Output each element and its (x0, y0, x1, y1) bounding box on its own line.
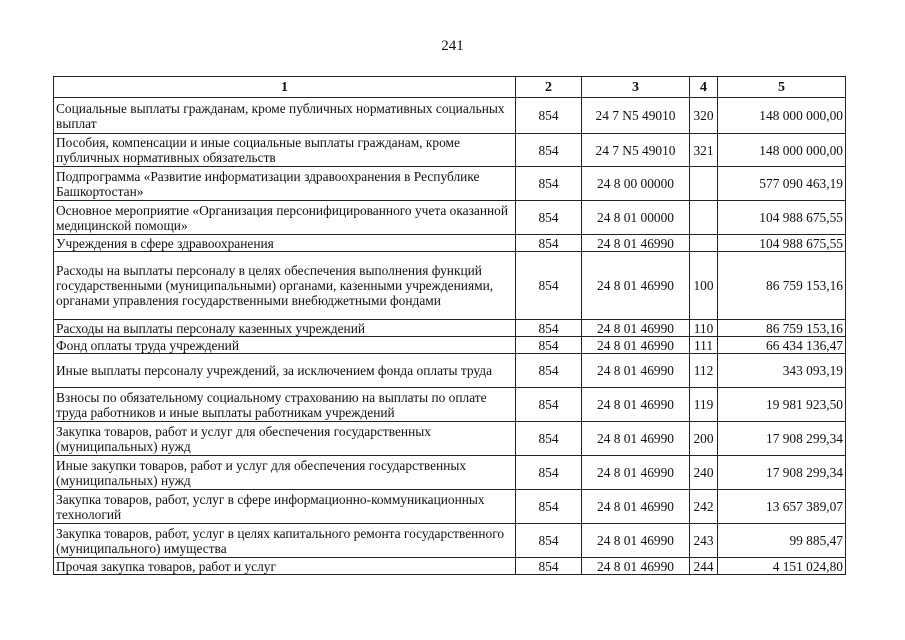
row-amount: 104 988 675,55 (718, 235, 846, 252)
row-name: Учреждения в сфере здравоохранения (54, 235, 516, 252)
row-name: Взносы по обязательному социальному страхованию на выплаты по оплате труда работников и иные выплаты работникам учреждений (54, 388, 516, 422)
row-target: 24 8 01 46990 (582, 252, 690, 320)
table-row (54, 201, 846, 235)
row-code: 854 (516, 354, 582, 388)
row-amount: 99 885,47 (718, 524, 846, 558)
row-type: 240 (690, 456, 718, 490)
row-code: 854 (516, 456, 582, 490)
row-name: Закупка товаров, работ, услуг в целях капитального ремонта государственного (муниципального) имущества (54, 524, 516, 558)
row-target: 24 7 N5 49010 (582, 134, 690, 167)
row-code: 854 (516, 201, 582, 235)
row-amount: 4 151 024,80 (718, 558, 846, 575)
row-amount: 343 093,19 (718, 354, 846, 388)
row-type (690, 167, 718, 201)
table-row (54, 388, 846, 422)
row-target: 24 8 01 46990 (582, 388, 690, 422)
budget-table (53, 76, 846, 575)
table-row (54, 167, 846, 201)
row-amount: 66 434 136,47 (718, 337, 846, 354)
row-amount: 19 981 923,50 (718, 388, 846, 422)
row-target: 24 8 01 46990 (582, 337, 690, 354)
table-row (54, 98, 846, 134)
row-target: 24 8 01 46990 (582, 422, 690, 456)
row-code: 854 (516, 167, 582, 201)
row-amount: 86 759 153,16 (718, 252, 846, 320)
table-row (54, 490, 846, 524)
row-target: 24 8 01 46990 (582, 354, 690, 388)
row-code: 854 (516, 388, 582, 422)
row-amount: 104 988 675,55 (718, 201, 846, 235)
row-code: 854 (516, 490, 582, 524)
table-header-row (54, 77, 846, 98)
row-target: 24 8 01 46990 (582, 524, 690, 558)
table-row (54, 235, 846, 252)
row-type: 112 (690, 354, 718, 388)
row-amount: 13 657 389,07 (718, 490, 846, 524)
row-type (690, 201, 718, 235)
row-name: Подпрограмма «Развитие информатизации здравоохранения в Республике Башкортостан» (54, 167, 516, 201)
row-name: Социальные выплаты гражданам, кроме публичных нормативных социальных выплат (54, 98, 516, 134)
table-row (54, 422, 846, 456)
row-code: 854 (516, 422, 582, 456)
row-target: 24 8 00 00000 (582, 167, 690, 201)
row-type: 119 (690, 388, 718, 422)
row-amount: 577 090 463,19 (718, 167, 846, 201)
row-type: 243 (690, 524, 718, 558)
row-name: Закупка товаров, работ и услуг для обеспечения государственных (муниципальных) нужд (54, 422, 516, 456)
row-code: 854 (516, 134, 582, 167)
row-target: 24 8 01 46990 (582, 558, 690, 575)
row-target: 24 8 01 46990 (582, 490, 690, 524)
row-amount: 148 000 000,00 (718, 134, 846, 167)
row-target: 24 8 01 46990 (582, 320, 690, 337)
column-header-code: 2 (516, 77, 582, 98)
row-name: Расходы на выплаты персоналу в целях обеспечения выполнения функций государственными (муниципальными) органами, казенными учреждениями, органами управления государственными внебюджетными фондами (54, 252, 516, 320)
row-type: 321 (690, 134, 718, 167)
row-type: 320 (690, 98, 718, 134)
row-code: 854 (516, 320, 582, 337)
page-number: 241 (441, 38, 464, 54)
row-type: 110 (690, 320, 718, 337)
table-row (54, 456, 846, 490)
table-row (54, 524, 846, 558)
row-name: Иные выплаты персоналу учреждений, за исключением фонда оплаты труда (54, 354, 516, 388)
column-header-type: 4 (690, 77, 718, 98)
row-name: Фонд оплаты труда учреждений (54, 337, 516, 354)
table-row (54, 354, 846, 388)
row-amount: 17 908 299,34 (718, 422, 846, 456)
row-code: 854 (516, 558, 582, 575)
row-amount: 17 908 299,34 (718, 456, 846, 490)
row-name: Расходы на выплаты персоналу казенных учреждений (54, 320, 516, 337)
row-code: 854 (516, 337, 582, 354)
row-target: 24 8 01 46990 (582, 456, 690, 490)
row-code: 854 (516, 524, 582, 558)
row-type: 200 (690, 422, 718, 456)
row-code: 854 (516, 98, 582, 134)
table-row (54, 558, 846, 575)
table-row (54, 320, 846, 337)
row-target: 24 7 N5 49010 (582, 98, 690, 134)
row-target: 24 8 01 00000 (582, 201, 690, 235)
row-code: 854 (516, 252, 582, 320)
table-row (54, 252, 846, 320)
row-code: 854 (516, 235, 582, 252)
row-type: 242 (690, 490, 718, 524)
row-type (690, 235, 718, 252)
row-type: 244 (690, 558, 718, 575)
table-row (54, 134, 846, 167)
row-name: Основное мероприятие «Организация персонифицированного учета оказанной медицинской помощи» (54, 201, 516, 235)
column-header-name: 1 (54, 77, 516, 98)
table-row (54, 337, 846, 354)
row-target: 24 8 01 46990 (582, 235, 690, 252)
row-amount: 148 000 000,00 (718, 98, 846, 134)
row-name: Закупка товаров, работ, услуг в сфере информационно-коммуникационных технологий (54, 490, 516, 524)
row-amount: 86 759 153,16 (718, 320, 846, 337)
column-header-amount: 5 (718, 77, 846, 98)
row-type: 100 (690, 252, 718, 320)
row-name: Прочая закупка товаров, работ и услуг (54, 558, 516, 575)
row-name: Пособия, компенсации и иные социальные выплаты гражданам, кроме публичных нормативных обязательств (54, 134, 516, 167)
row-type: 111 (690, 337, 718, 354)
column-header-target: 3 (582, 77, 690, 98)
row-name: Иные закупки товаров, работ и услуг для обеспечения государственных (муниципальных) нужд (54, 456, 516, 490)
